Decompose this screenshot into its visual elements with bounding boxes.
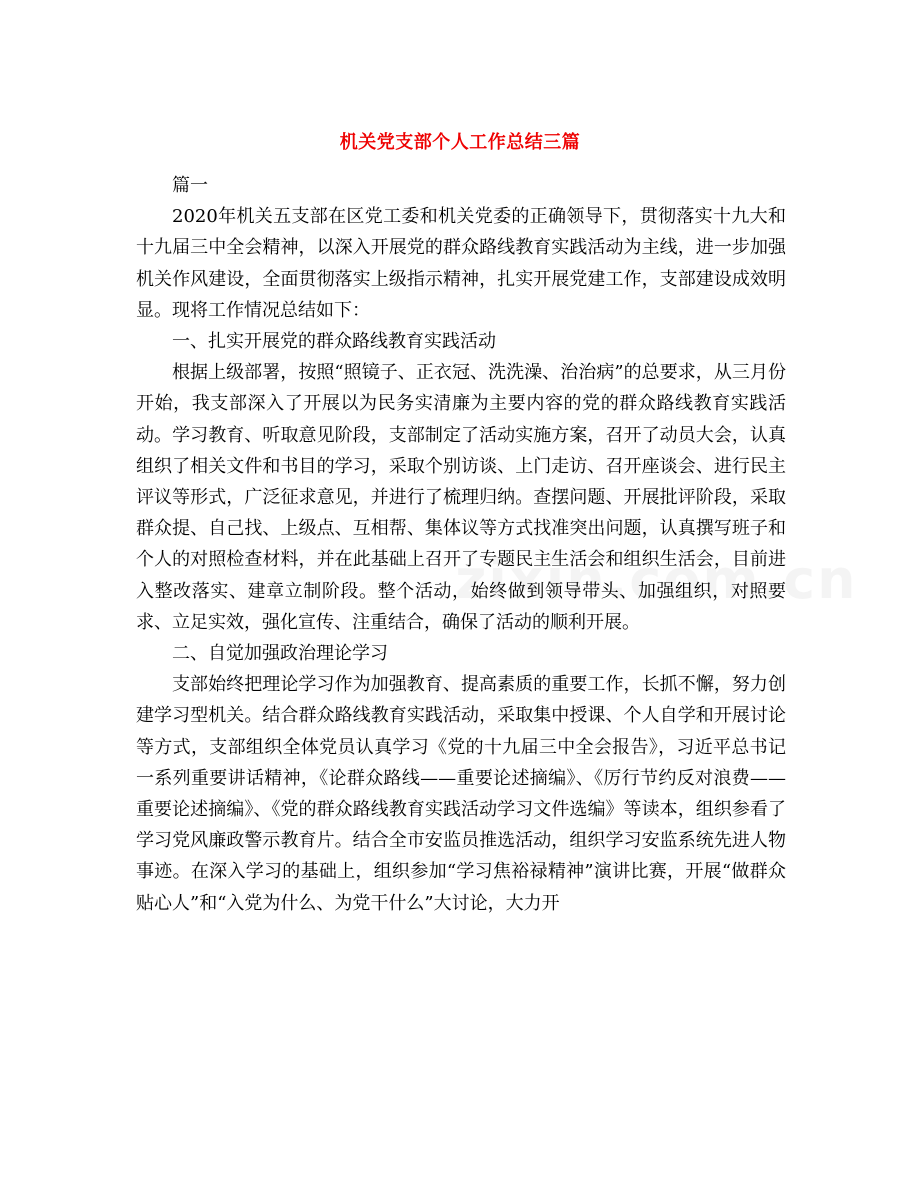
- document-title: 机关党支部个人工作总结三篇: [339, 132, 581, 153]
- body-paragraph: 2020年机关五支部在区党工委和机关党委的正确领导下，贯彻落实十九大和十九届三中全会精神，以深入开展党的群众路线教育实践活动为主线，进一步加强机关作风建设，全面贯彻落实上级指示精神，扎实开展党建工作，支部建设成效明显。现将工作情况总结如下：: [136, 206, 786, 321]
- body-paragraph: 支部始终把理论学习作为加强教育、提高素质的重要工作，长抓不懈，努力创建学习型机关。结合群众路线教育实践活动，采取集中授课、个人自学和开展讨论等方式，支部组织全体党员认真学习《党的十九届三中全会报告》，习近平总书记一系列重要讲话精神，《论群众路线——重要论述摘编》、《厉行节约反对浪费——重要论述摘编》、《党的群众路线教育实践活动学习文件选编》等读本，组织参看了学习党风廉政警示教育片。结合全市安监员推选活动，组织学习安监系统先进人物事迹。在深入学习的基础上，组织参加“学习焦裕禄精神”演讲比赛，开展“做群众贴心人”和“入党为什么、为党干什么”大讨论，大力开: [136, 674, 786, 914]
- body-paragraph: 根据上级部署，按照“照镜子、正衣冠、洗洗澡、治治病”的总要求，从三月份开始，我支部深入了开展以为民务实清廉为主要内容的党的群众路线教育实践活动。学习教育、听取意见阶段，支部制定了活动实施方案，召开了动员大会，认真组织了相关文件和书目的学习，采取个别访谈、上门走访、召开座谈会、进行民主评议等形式，广泛征求意见，并进行了梳理归纳。查摆问题、开展批评阶段，采取群众提、自己找、上级点、互相帮、集体议等方式找准突出问题，认真撰写班子和个人的对照检查材料，并在此基础上召开了专题民主生活会和组织生活会，目前进入整改落实、建章立制阶段。整个活动，始终做到领导带头、加强组织，对照要求、立足实效，强化宣传、注重结合，确保了活动的顺利开展。: [136, 362, 786, 633]
- section-heading: 二、自觉加强政治理论学习: [172, 643, 388, 665]
- document-body: [136, 170, 786, 919]
- section-heading: 一、扎实开展党的群众路线教育实践活动: [172, 331, 496, 353]
- section-label: 篇一: [172, 175, 208, 196]
